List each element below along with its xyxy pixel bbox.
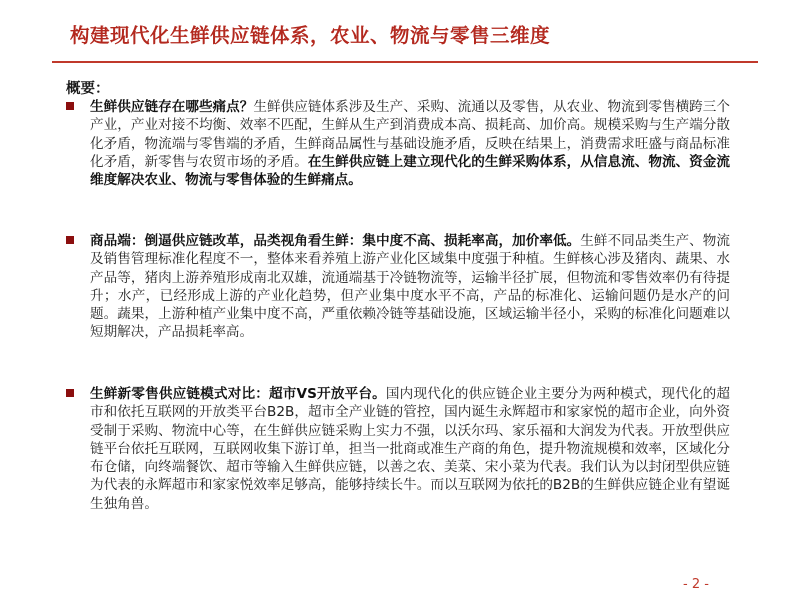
section-model-comparison xyxy=(90,385,730,513)
section-body: 国内现代化的供应链企业主要分为两种模式，现代化的超市和依托互联网的开放类平台B2B，超市全产业链的管控，国内诞生永辉超市和家家悦的超市企业，向外资受制于采购、物流中心等，在生鲜供应链采购上实力不强，以沃尔玛、家乐福和大润发为代表。开放型供应链平台依托互联网，互联网收集下游订单，担当一批商或准生产商的角色，提升物流规模和效率，区域化分布仓储，向终端餐饮、超市等输入生鲜供应链，以善之农、美菜、宋小菜为代表。我们认为以封闭型供应链为代表的永辉超市和家家悦效率足够高，能够持续长牛。而以互联网为依托的B2B的生鲜供应链企业有望诞生独角兽。 xyxy=(90,386,731,512)
section-body: 生鲜不同品类生产、物流及销售管理标准化程度不一，整体来看养殖上游产业化区域集中度强于种植。生鲜核心涉及猪肉、蔬果、水产品等，猪肉上游养殖形成南北双雄，流通端基于冷链物流等，运输半径扩展，但物流和零售效率仍有待提升；水产，已经形成上游的产业化趋势，但产业集中度水平不高，产品的标准化、运输问题仍是水产的问题。蔬果，上游种植产业集中度不高，严重依赖冷链等基础设施，区域运输半径小，采购的标准化问题难以短期解决，产品损耗率高。 xyxy=(90,233,731,341)
section-emphasis: 在生鲜供应链上建立现代化的生鲜采购体系，从信息流、物流、资金流维度解决农业、物流与零售体验的生鲜痛点。 xyxy=(90,153,731,189)
section-pain-points xyxy=(90,98,730,189)
section-lead: 生鲜供应链存在哪些痛点？ xyxy=(90,99,254,115)
summary-label: 概要： xyxy=(66,81,110,97)
square-bullet-icon xyxy=(66,102,74,110)
square-bullet-icon xyxy=(66,236,74,244)
page-number: - 2 - xyxy=(683,577,709,592)
section-lead: 商品端：倒逼供应链改革，品类视角看生鲜：集中度不高、损耗率高，加价率低。 xyxy=(90,233,581,249)
page-title: 构建现代化生鲜供应链体系，农业、物流与零售三维度 xyxy=(70,24,551,47)
section-lead: 生鲜新零售供应链模式对比：超市VS开放平台。 xyxy=(90,386,386,402)
section-product-side xyxy=(90,232,730,342)
square-bullet-icon xyxy=(66,389,74,397)
title-divider xyxy=(52,61,758,63)
section-body: 生鲜供应链体系涉及生产、采购、流通以及零售，从农业、物流到零售横跨三个产业，产业对接不均衡、效率不匹配，生鲜从生产到消费成本高、损耗高、加价高。规模采购与生产端分散化矛盾，物流端与零售端的矛盾，生鲜商品属性与基础设施矛盾，反映在结果上，消费需求旺盛与商品标准化矛盾，新零售与农贸市场的矛盾。 xyxy=(90,99,731,170)
